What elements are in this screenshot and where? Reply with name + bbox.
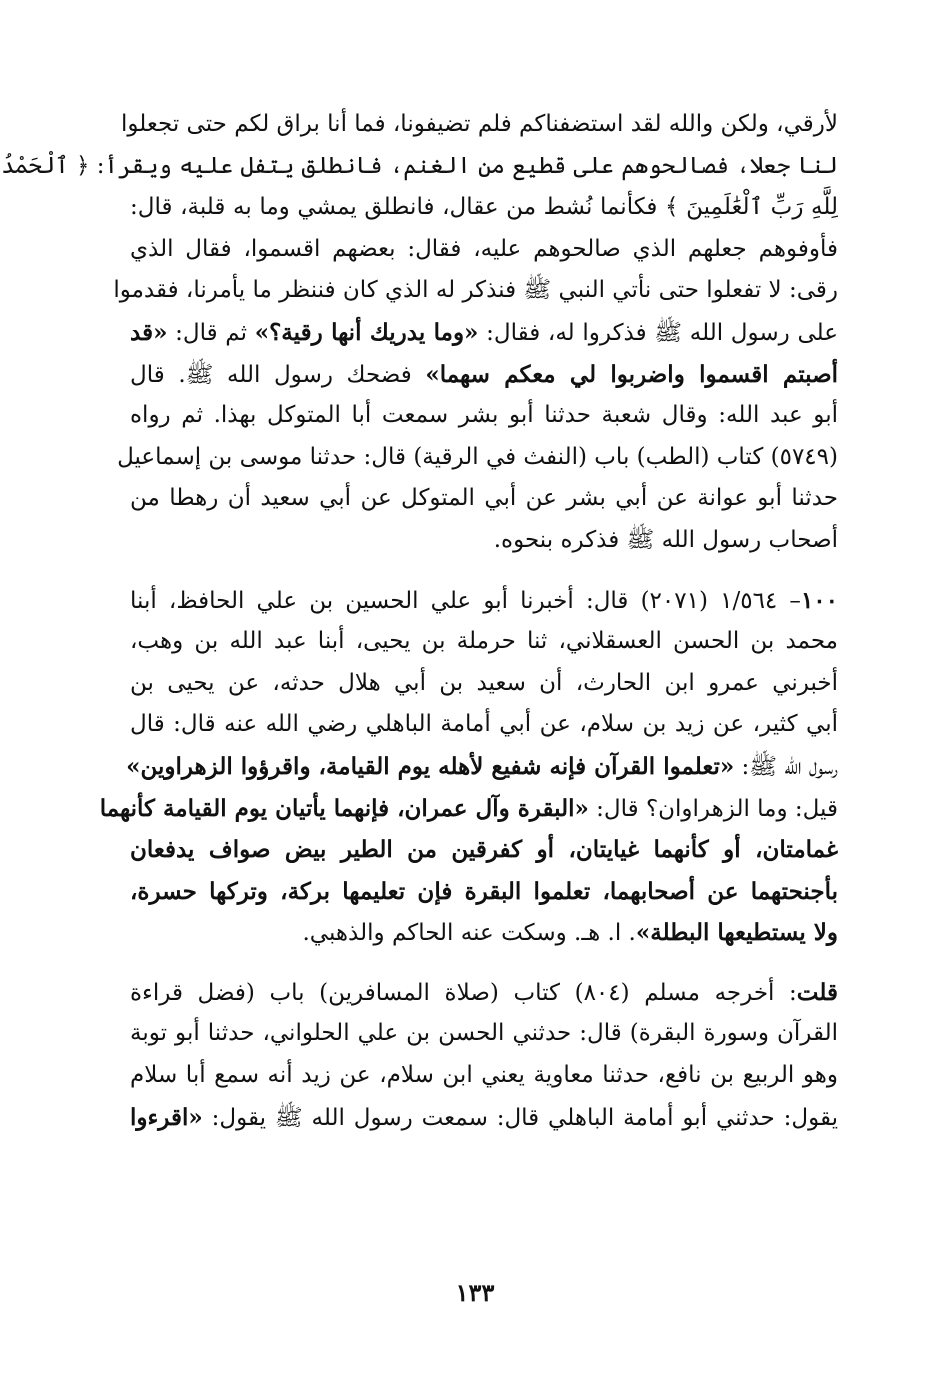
text-line: القرآن وسورة البقرة) قال: حدثني الحسن بن علي الحلواني، حدثنا أبو توبة [130, 1020, 838, 1047]
text-line: لأرقي، ولكن والله لقد استضفناكم فلم تضيفونا، فما أنا براق لكم حتى تجعلوا [121, 111, 838, 137]
bold-text: «قد [130, 318, 168, 346]
text-line: رسول الله ﷺ: «تعلموا القرآن فإنه شفيع لأهله يوم القيامة، واقرؤوا الزهراوين» [126, 752, 838, 780]
page-number: ١٣٣ [455, 1278, 495, 1307]
text-line [130, 871, 838, 913]
bold-text: بأجنحتهما عن أصحابهما، تعلموا البقرة فإن تعليمها بركة، وتركها حسرة، [130, 877, 838, 905]
text-line: (٥٧٤٩) كتاب (الطب) باب (النفث في الرقية) قال: حدثنا موسى بن إسماعيل [117, 443, 838, 470]
text-line: على رسول الله ﷺ فذكروا له، فقال: «وما يدريك أنها رقية؟» ثم قال: «قد [130, 318, 838, 346]
text-line: يقول: حدثني أبو أمامة الباهلي قال: سمعت رسول الله ﷺ يقول: «اقرءوا [130, 1103, 838, 1131]
bold-text: «اقرءوا [130, 1103, 203, 1131]
bold-text: «وما يدريك أنها رقية؟» [254, 318, 479, 346]
text-line: ولا يستطيعها البطلة». ا. هـ. وسكت عنه الحاكم والذهبي. [302, 919, 838, 947]
text-line: لنا جعلا، فصالحوهم على قطيع من الغنم، فانطلق يتفل عليه ويقرأ: ﴿ ٱلْحَمْدُ [1, 152, 838, 179]
text-line: محمد بن الحسن العسقلاني، ثنا حرملة بن يحيى، أبنا عبد الله بن وهب، [130, 628, 838, 655]
text-line: أخبرني عمرو ابن الحارث، أن سعيد بن أبي هلال حدثه، عن يحيى بن [130, 669, 838, 696]
text-line: قلت: أخرجه مسلم (٨٠٤) كتاب (صلاة المسافرين) باب (فضل قراءة [130, 978, 838, 1006]
text-line: أصبتم اقسموا واضربوا لي معكم سهما» فضحك رسول الله ﷺ. قال [130, 360, 838, 388]
text-line: رقى: لا تفعلوا حتى نأتي النبي ﷺ فنذكر له الذي كان فننظر ما يأمرنا، فقدموا [113, 277, 838, 304]
paragraph-gap [130, 562, 838, 580]
text-line: لِلَّهِ رَبِّ ٱلْعَٰلَمِينَ ﴾ فكأنما نُشط من عقال، فانطلق يمشي وما به قلبة، قال: [130, 194, 838, 221]
text-line: أبو عبد الله: وقال شعبة حدثنا أبو بشر سمعت أبا المتوكل بهذا. ثم رواه [130, 402, 838, 429]
paragraph [99, 580, 838, 954]
bold-text: ١٠٠ [800, 586, 838, 614]
bold-text: ولا يستطيعها البطلة» [635, 919, 838, 947]
text-line [130, 829, 838, 871]
text-line: أبي كثير، عن زيد بن سلام، عن أبي أمامة الباهلي رضي الله عنه قال: قال [130, 711, 838, 738]
page-body [1, 104, 838, 1138]
paragraph [1, 104, 838, 562]
bold-text: قلت [796, 978, 838, 1006]
paragraph-gap [130, 954, 838, 972]
bold-text: «البقرة وآل عمران، فإنهما يأتيان يوم القيامة كأنهما [99, 794, 589, 822]
bold-text: «تعلموا القرآن فإنه شفيع لأهله يوم القيامة، واقرؤوا الزهراوين» [126, 752, 735, 780]
text-line: ١٠٠– ١/٥٦٤ (٢٠٧١) قال: أخبرنا أبو علي الحسين بن علي الحافظ، أبنا [130, 586, 838, 614]
bold-text: غمامتان، أو كأنهما غيايتان، أو كفرقين من الطير بيض صواف يدفعان [130, 836, 838, 864]
text-line: قيل: وما الزهراوان؟ قال: «البقرة وآل عمران، فإنهما يأتيان يوم القيامة كأنهما [99, 794, 838, 822]
text-line: حدثنا أبو عوانة عن أبي بشر عن أبي المتوكل عن أبي سعيد أن رهطا من [130, 485, 838, 512]
bold-text: أصبتم اقسموا واضربوا لي معكم سهما» [425, 360, 838, 388]
text-line: فأوفوهم جعلهم الذي صالحوهم عليه، فقال: بعضهم اقسموا، فقال الذي [130, 235, 838, 262]
paragraph [130, 972, 838, 1138]
text-line: وهو الربيع بن نافع، حدثنا معاوية يعني ابن سلام، عن زيد أنه سمع أبا سلام [130, 1062, 838, 1089]
text-line: أصحاب رسول الله ﷺ فذكره بنحوه. [493, 526, 838, 553]
